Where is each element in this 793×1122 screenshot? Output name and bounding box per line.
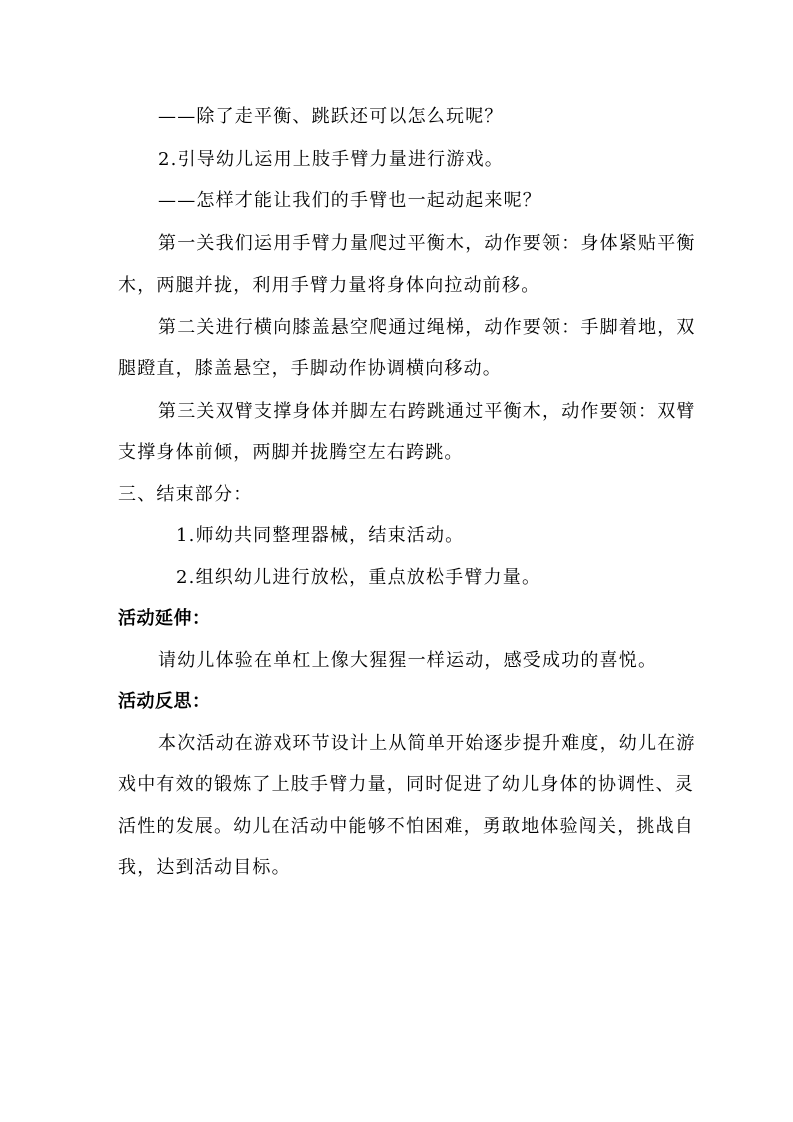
- section-three-heading: 三、结束部分：: [118, 484, 253, 505]
- extension-heading: 活动延伸：: [118, 608, 211, 629]
- reflection-heading: 活动反思：: [118, 691, 211, 712]
- question-other-ways: ——除了走平衡、跳跃还可以怎么玩呢？: [158, 106, 504, 127]
- level-2-line-1: 第二关进行横向膝盖悬空爬通过绳梯，动作要领：手脚着地，双: [158, 317, 696, 338]
- reflection-line-4: 我，达到活动目标。: [118, 857, 291, 878]
- level-3-line-1: 第三关双臂支撑身体并脚左右跨跳通过平衡木，动作要领：双臂: [158, 401, 696, 422]
- level-1-line-2: 木，两腿并拢，利用手臂力量将身体向拉动前移。: [118, 275, 541, 296]
- reflection-line-2: 戏中有效的锻炼了上肢手臂力量，同时促进了幼儿身体的协调性、灵: [118, 774, 694, 795]
- level-2-line-2: 腿蹬直，膝盖悬空，手脚动作协调横向移动。: [118, 358, 502, 379]
- section-three-item-2: 2.组织幼儿进行放松，重点放松手臂力量。: [176, 567, 542, 588]
- level-1-line-1: 第一关我们运用手臂力量爬过平衡木，动作要领：身体紧贴平衡: [158, 233, 696, 254]
- question-arms-move: ——怎样才能让我们的手臂也一起动起来呢？: [158, 190, 542, 211]
- reflection-line-1: 本次活动在游戏环节设计上从简单开始逐步提升难度，幼儿在游: [158, 733, 696, 754]
- level-3-line-2: 支撑身体前倾，两脚并拢腾空左右跨跳。: [118, 442, 464, 463]
- extension-text: 请幼儿体验在单杠上像大猩猩一样运动，感受成功的喜悦。: [158, 650, 658, 671]
- reflection-line-3: 活性的发展。幼儿在活动中能够不怕困难，勇敢地体验闯关，挑战自: [118, 816, 694, 837]
- section-three-item-1: 1.师幼共同整理器械，结束活动。: [176, 525, 465, 546]
- step-arm-strength: 2.引导幼儿运用上肢手臂力量进行游戏。: [158, 149, 504, 170]
